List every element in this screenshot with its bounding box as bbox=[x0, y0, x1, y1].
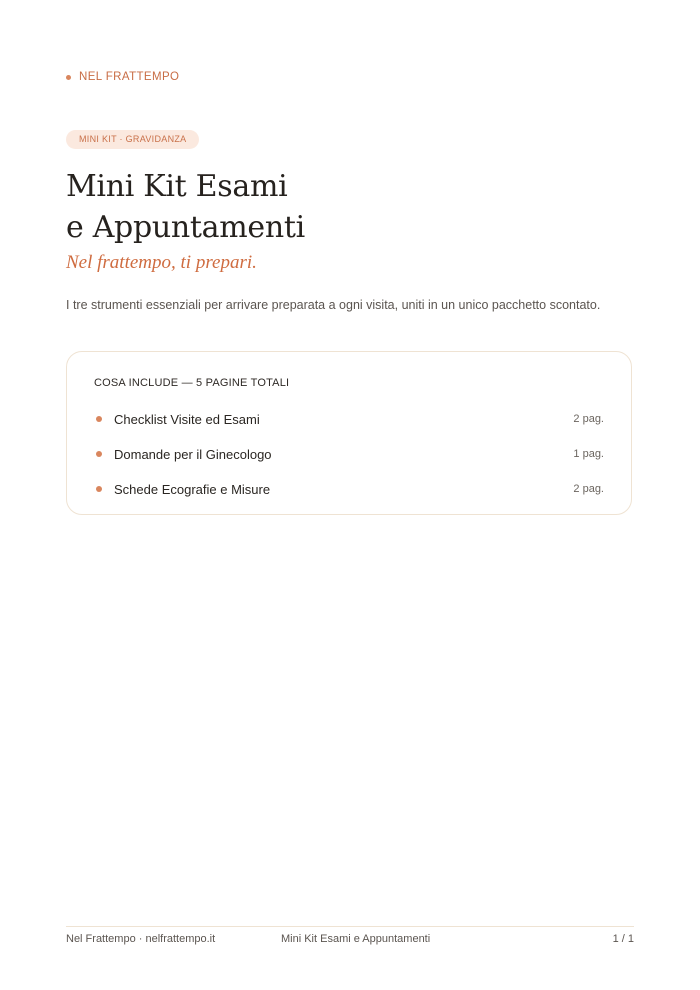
list-item bbox=[96, 479, 604, 499]
bullet-icon bbox=[96, 416, 102, 422]
includes-card bbox=[66, 351, 632, 515]
footer-brand: Nel Frattempo · nelfrattempo.it bbox=[66, 933, 216, 945]
footer-document-title: Mini Kit Esami e Appuntamenti bbox=[281, 933, 431, 945]
list-item-label: Checklist Visite ed Esami bbox=[114, 411, 260, 427]
includes-heading: COSA INCLUDE — 5 PAGINE TOTALI bbox=[94, 377, 290, 389]
brand-header bbox=[66, 71, 179, 83]
page-title-line-1: Mini Kit Esami bbox=[66, 169, 288, 204]
bullet-icon bbox=[96, 451, 102, 457]
list-item-pages: 2 pag. bbox=[573, 483, 604, 495]
page-title-line-2: e Appuntamenti bbox=[66, 210, 305, 245]
brand-dot-icon bbox=[66, 75, 71, 80]
page-title bbox=[66, 166, 305, 248]
list-item bbox=[96, 409, 604, 429]
brand-label: NEL FRATTEMPO bbox=[79, 71, 180, 83]
list-item-label: Schede Ecografie e Misure bbox=[114, 481, 271, 497]
footer-page-number: 1 / 1 bbox=[612, 933, 634, 945]
list-item-pages: 1 pag. bbox=[573, 448, 604, 460]
list-item bbox=[96, 444, 604, 464]
bullet-icon bbox=[96, 486, 102, 492]
footer-divider bbox=[66, 926, 634, 927]
list-item-label: Domande per il Ginecologo bbox=[114, 446, 272, 462]
list-item-pages: 2 pag. bbox=[573, 413, 604, 425]
page-description: I tre strumenti essenziali per arrivare preparata a ogni visita, uniti in un unico pacchetto scontato. bbox=[66, 298, 601, 312]
category-tag: MINI KIT · GRAVIDANZA bbox=[66, 130, 199, 149]
page-subtitle: Nel frattempo, ti prepari. bbox=[66, 252, 257, 273]
